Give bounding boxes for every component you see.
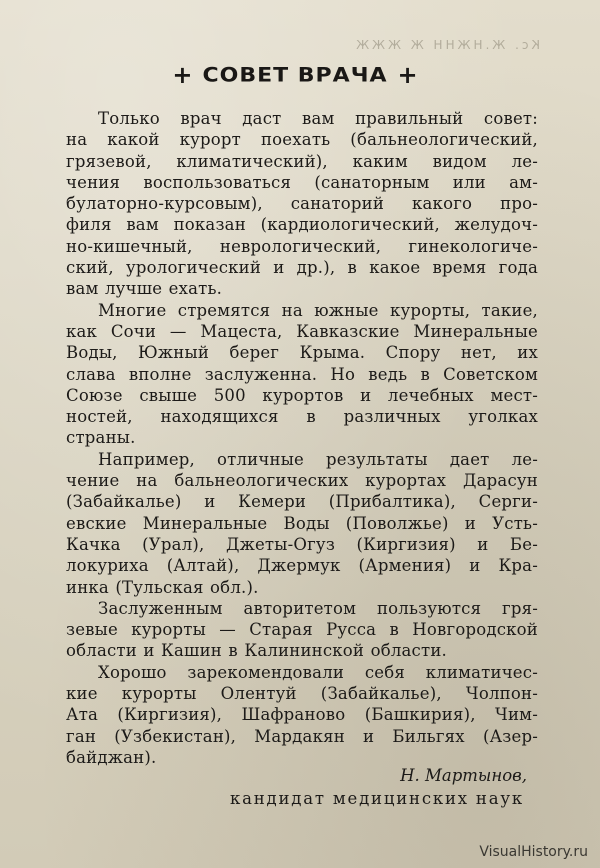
article-line: филя вам показан (кардиологический, желудоч-: [66, 215, 538, 235]
article-line: ган (Узбекистан), Мардакян и Бильгях (Азер-: [66, 726, 538, 746]
article-line: Качка (Урал), Джеты-Огуз (Киргизия) и Бе-: [66, 534, 538, 554]
article-line: но-кишечный, неврологический, гинекологиче-: [66, 236, 538, 256]
article-line: как Сочи — Мацеста, Кавказские Минеральные: [66, 321, 538, 341]
article-paragraph: [66, 449, 538, 598]
article-line: ский, урологический и др.), в какое время года: [66, 258, 538, 278]
article-line: области и Кашин в Калининской области.: [66, 641, 447, 661]
article-line: чения воспользоваться (санаторным или ам-: [66, 172, 538, 192]
article-line: Заслуженным авторитетом пользуются гря-: [98, 598, 538, 618]
article-line: Например, отличные результаты дает ле-: [98, 449, 538, 469]
article-paragraph: [66, 598, 538, 662]
cross-left-icon: +: [172, 61, 193, 89]
article-line: Союзе свыше 500 курортов и лечебных мест-: [66, 385, 538, 405]
article-line: булаторно-курсовым), санаторий какого про-: [66, 194, 538, 214]
cross-right-icon: +: [397, 61, 418, 89]
signature-block: [230, 765, 535, 811]
article-line: зевые курорты — Старая Русса в Новгородской: [66, 620, 538, 640]
article-line: страны.: [66, 428, 136, 448]
article-line: Только врач даст вам правильный совет:: [98, 109, 538, 128]
article-line: слава вполне заслуженна. Но ведь в Советском: [66, 364, 538, 384]
article-line: чение на бальнеологических курортах Дарасун: [66, 471, 538, 491]
article-line: инка (Тульская обл.).: [66, 577, 259, 597]
article-line: кие курорты Олентуй (Забайкалье), Чолпон-: [66, 684, 538, 704]
article-line: Ата (Киргизия), Шафраново (Башкирия), Чим-: [66, 705, 538, 725]
article-paragraph: [66, 662, 538, 768]
article-heading: [160, 60, 430, 90]
article-line: Воды, Южный берег Крыма. Спору нет, их: [66, 343, 538, 363]
article-line: евские Минеральные Воды (Поволжье) и Усть-: [66, 513, 538, 533]
article-line: на какой курорт поехать (бальнеологический,: [66, 130, 538, 150]
article-line: локуриха (Алтай), Джермук (Армения) и Кра-: [66, 556, 538, 576]
article-line: байджан).: [66, 747, 157, 767]
watermark: VisualHistory.ru: [479, 844, 588, 860]
article-paragraph: [66, 108, 538, 300]
article-line: Хорошо зарекомендовали себя климатичес-: [98, 662, 538, 682]
bleed-through-text: Кс. Ж.НЖНН Ж ЖЖЖ: [353, 38, 540, 52]
article-line: (Забайкалье) и Кемери (Прибалтика), Серги-: [66, 492, 538, 512]
article-line: ностей, находящихся в различных уголках: [66, 407, 538, 427]
page-title: СОВЕТ ВРАЧА: [202, 63, 388, 87]
article-paragraph: [66, 300, 538, 449]
article-line: Многие стремятся на южные курорты, такие,: [98, 300, 538, 320]
article-line: вам лучше ехать.: [66, 279, 223, 299]
author-title: кандидат медицинских наук: [230, 789, 524, 808]
article-line: грязевой, климатический), каким видом ле-: [66, 151, 538, 171]
article-body: [66, 108, 538, 768]
author-name: Н. Мартынов,: [400, 766, 527, 785]
